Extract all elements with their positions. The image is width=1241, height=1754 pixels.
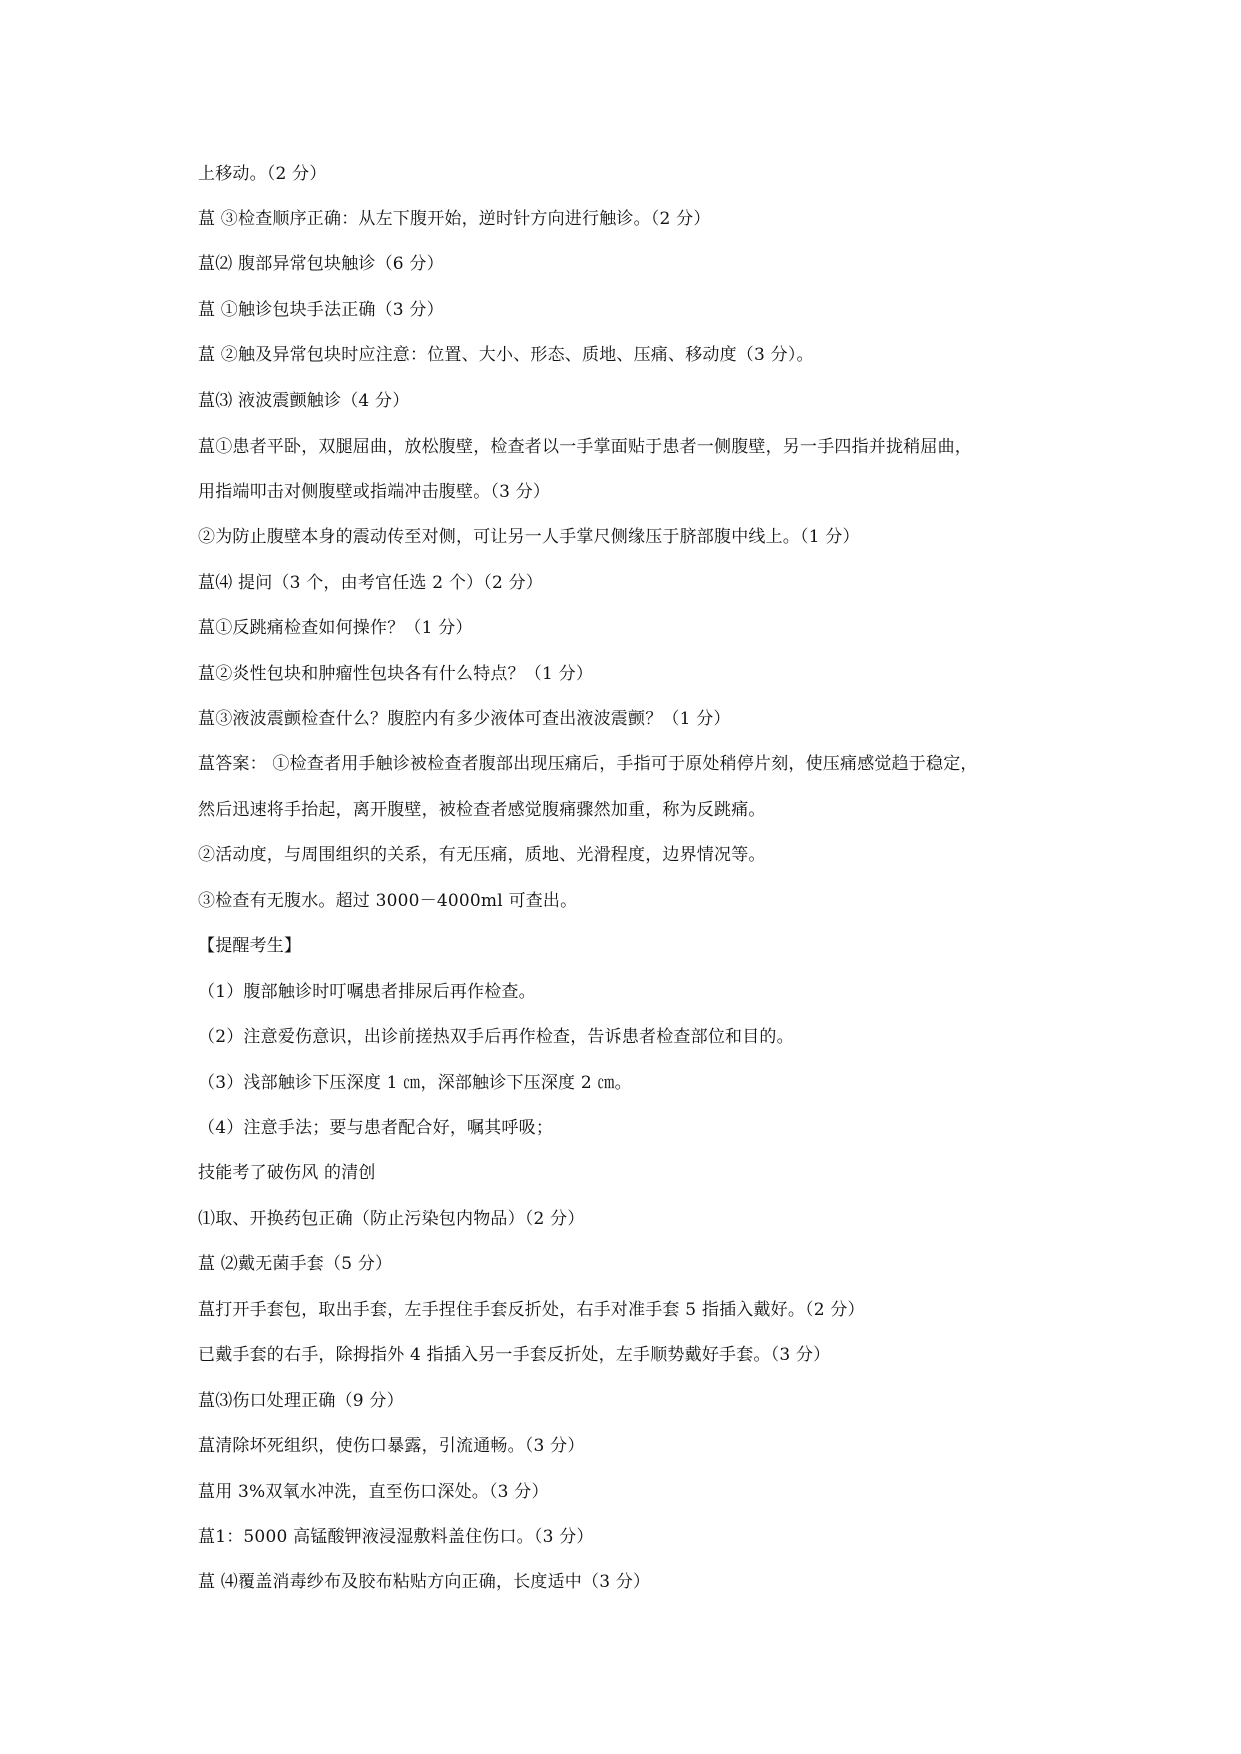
- text-line: ②为防止腹壁本身的震动传至对侧，可让另一人手掌尺侧缘压于脐部腹中线上。（1 分）: [198, 527, 860, 547]
- text-line: 蒀②炎性包块和肿瘤性包块各有什么特点？（1 分）: [198, 664, 594, 684]
- text-line: 蒀①患者平卧，双腿屈曲，放松腹壁，检查者以一手掌面贴于患者一侧腹壁，另一手四指并拢稍屈曲，: [198, 437, 972, 457]
- text-line: 然后迅速将手抬起，离开腹壁，被检查者感觉腹痛骤然加重，称为反跳痛。: [198, 800, 766, 820]
- text-line: （2）注意爱伤意识，出诊前搓热双手后再作检查，告诉患者检查部位和目的。: [198, 1027, 794, 1047]
- text-line: 蒀⑵ 腹部异常包块触诊（6 分）: [198, 254, 444, 274]
- text-line: 蒀⑶ 液波震颤触诊（4 分）: [198, 391, 410, 411]
- text-line: 蒀答案： ①检查者用手触诊被检查者腹部出现压痛后，手指可于原处稍停片刻，使压痛感觉趋于稳定，: [198, 754, 978, 774]
- text-line: （1）腹部触诊时叮嘱患者排尿后再作检查。: [198, 982, 536, 1002]
- text-line: 用指端叩击对侧腹壁或指端冲击腹壁。（3 分）: [198, 482, 551, 502]
- text-line: 蒀 ⑷覆盖消毒纱布及胶布粘贴方向正确，长度适中（3 分）: [198, 1572, 651, 1592]
- text-line: 蒀 ③检查顺序正确：从左下腹开始，逆时针方向进行触诊。（2 分）: [198, 209, 711, 229]
- text-line: 蒀⑶伤口处理正确（9 分）: [198, 1391, 404, 1411]
- text-line: 蒀 ②触及异常包块时应注意：位置、大小、形态、质地、压痛、移动度（3 分）。: [198, 345, 814, 365]
- text-line: 已戴手套的右手，除拇指外 4 指插入另一手套反折处，左手顺势戴好手套。（3 分）: [198, 1345, 831, 1365]
- text-line: 蒀1：5000 高锰酸钾液浸湿敷料盖住伤口。（3 分）: [198, 1527, 594, 1547]
- text-line: 蒀⑷ 提问（3 个，由考官任选 2 个）（2 分）: [198, 573, 543, 593]
- text-line: 蒀③液波震颤检查什么？腹腔内有多少液体可查出液波震颤？（1 分）: [198, 709, 731, 729]
- text-line: 上移动。（2 分）: [198, 164, 327, 184]
- text-line: 技能考了破伤风 的清创: [198, 1163, 376, 1183]
- text-line: 蒀清除坏死组织，使伤口暴露，引流通畅。（3 分）: [198, 1436, 585, 1456]
- text-line: 蒀①反跳痛检查如何操作？（1 分）: [198, 618, 473, 638]
- text-line: （4）注意手法；要与患者配合好，嘱其呼吸；: [198, 1118, 554, 1138]
- text-line: 蒀 ⑵戴无菌手套（5 分）: [198, 1254, 393, 1274]
- text-line: ②活动度，与周围组织的关系，有无压痛，质地、光滑程度，边界情况等。: [198, 845, 766, 865]
- text-line: 蒀 ①触诊包块手法正确（3 分）: [198, 300, 444, 320]
- text-line: ⑴取、开换药包正确（防止污染包内物品）（2 分）: [198, 1209, 585, 1229]
- section-heading: 【提醒考生】: [198, 936, 302, 956]
- text-line: 蒀用 3%双氧水冲洗，直至伤口深处。（3 分）: [198, 1482, 549, 1502]
- text-line: （3）浅部触诊下压深度 1 ㎝，深部触诊下压深度 2 ㎝。: [198, 1073, 632, 1093]
- text-line: 蒀打开手套包，取出手套，左手捏住手套反折处，右手对准手套 5 指插入戴好。（2 分）: [198, 1300, 865, 1320]
- text-line: ③检查有无腹水。超过 3000－4000ml 可查出。: [198, 891, 578, 911]
